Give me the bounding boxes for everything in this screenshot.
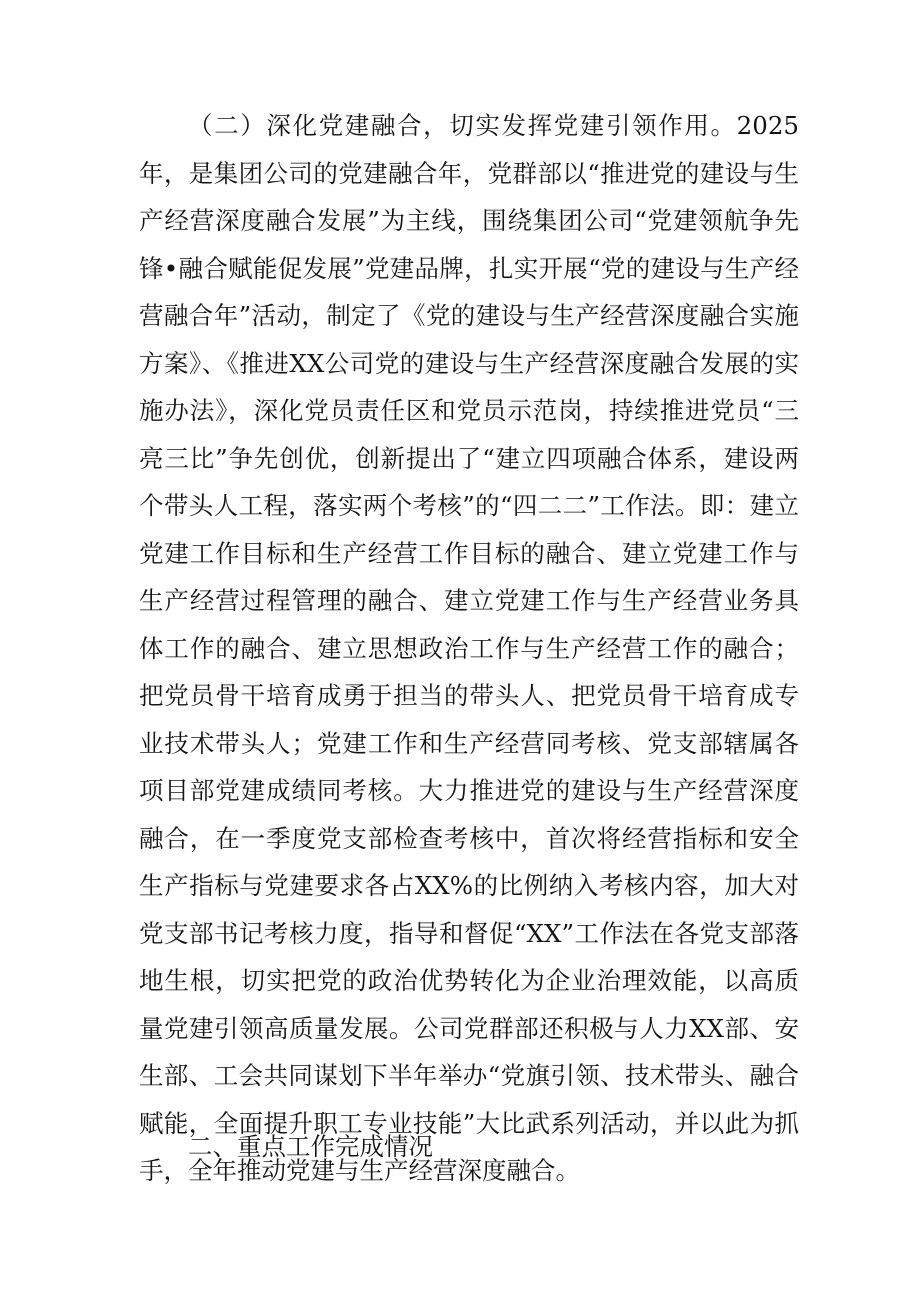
body-paragraph-party-building-integration: （二）深化党建融合，切实发挥党建引领作用。2025年，是集团公司的党建融合年，党群部以“推进党的建设与生产经营深度融合发展”为主线，围绕集团公司“党建领航争先锋•融合赋能促发展”党建品牌，扎实开展“党的建设与生产经营融合年”活动，制定了《党的建设与生产经营深度融合实施方案》、《推进XX公司党的建设与生产经营深度融合发展的实施办法》，深化党员责任区和党员示范岗，持续推进党员“三亮三比”争先创优，创新提出了“建立四项融合体系，建设两个带头人工程，落实两个考核”的“四二二”工作法。即：建立党建工作目标和生产经营工作目标的融合、建立党建工作与生产经营过程管理的融合、建立党建工作与生产经营业务具体工作的融合、建立思想政治工作与生产经营工作的融合；把党员骨干培育成勇于担当的带头人、把党员骨干培育成专业技术带头人；党建工作和生产经营同考核、党支部辖属各项目部党建成绩同考核。大力推进党的建设与生产经营深度融合，在一季度党支部检查考核中，首次将经营指标和安全生产指标与党建要求各占XX%的比例纳入考核内容，加大对党支部书记考核力度，指导和督促“XX”工作法在各党支部落地生根，切实把党的政治优势转化为企业治理效能，以高质量党建引领高质量发展。公司党群部还积极与人力XX部、安生部、工会共同谋划下半年举办“党旗引领、技术带头、融合赋能，全面提升职工专业技能”大比武系列活动，并以此为抓手，全年推动党建与生产经营深度融合。: [139, 111, 799, 1185]
section-heading-key-work-completion: 二、重点工作完成情况: [188, 1132, 433, 1161]
